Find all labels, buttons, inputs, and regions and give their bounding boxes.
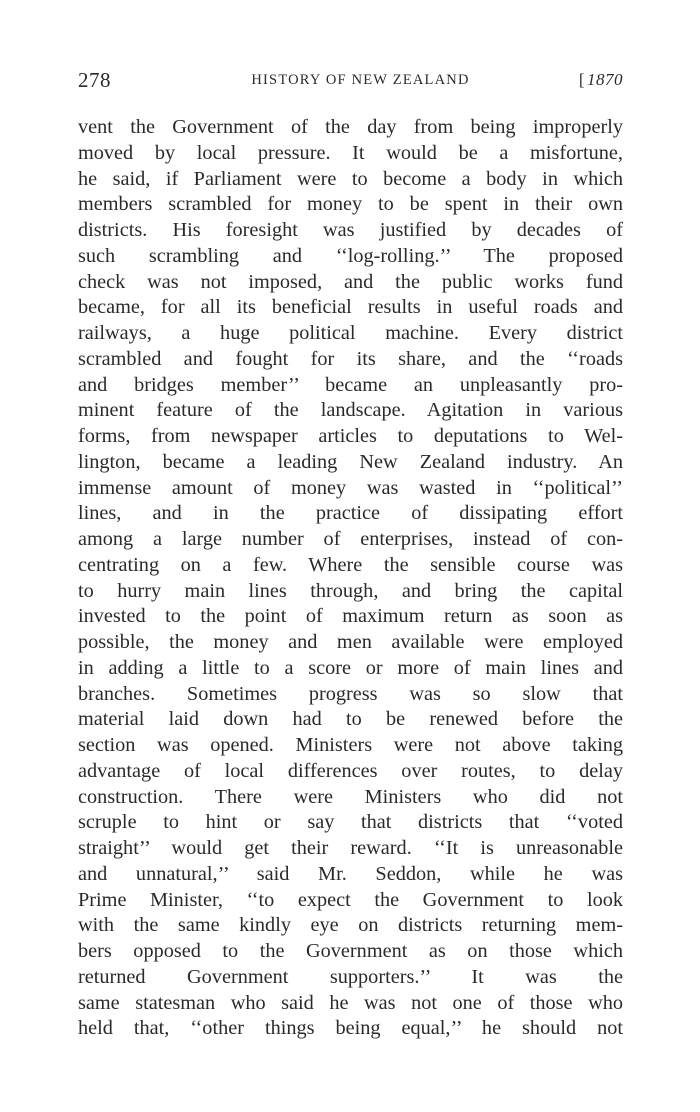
text-line: construction. There were Ministers who did not <box>78 785 623 808</box>
text-line: among a large number of enterprises, instead of con- <box>78 528 623 550</box>
text-line: such scrambling and ‘‘log-rolling.’’ The proposed <box>78 244 623 267</box>
text-line: vent the Government of the day from being improperly <box>78 116 623 138</box>
running-head <box>78 68 623 98</box>
text-line: check was not imposed, and the public works fund <box>78 270 623 293</box>
text-line: same statesman who said he was not one of those who <box>78 991 623 1014</box>
text-line: with the same kindly eye on districts returning mem- <box>78 914 623 937</box>
text-line: straight’’ would get their reward. ‘‘It is unreasonable <box>78 837 623 859</box>
text-line: scruple to hint or say that districts that ‘‘voted <box>78 811 623 834</box>
text-line: bers opposed to the Government as on those which <box>78 940 623 962</box>
text-line: to hurry main lines through, and bring the capital <box>78 579 623 602</box>
text-line: minent feature of the landscape. Agitation in various <box>78 399 623 422</box>
text-line: centrating on a few. Where the sensible course was <box>78 553 623 576</box>
text-line: members scrambled for money to be spent in their own <box>78 193 623 216</box>
page-number: 278 <box>78 68 111 92</box>
running-year <box>579 70 623 90</box>
text-line: he said, if Parliament were to become a body in which <box>78 167 623 190</box>
text-line: invested to the point of maximum return as soon as <box>78 605 623 628</box>
text-line: returned Government supporters.’’ It was the <box>78 965 623 988</box>
year-text: 1870 <box>587 70 623 89</box>
text-line: advantage of local differences over routes, to delay <box>78 759 623 782</box>
text-line: branches. Sometimes progress was so slow that <box>78 682 623 705</box>
text-line: section was opened. Ministers were not above taking <box>78 734 623 756</box>
text-line: districts. His foresight was justified by decades of <box>78 219 623 241</box>
text-line: immense amount of money was wasted in ‘‘political’’ <box>78 476 623 499</box>
text-line: became, for all its beneficial results in useful roads and <box>78 296 623 319</box>
text-line: lington, became a leading New Zealand industry. An <box>78 450 623 473</box>
text-line: held that, ‘‘other things being equal,’’ he should not <box>78 1017 623 1040</box>
text-line: lines, and in the practice of dissipating effort <box>78 502 623 525</box>
text-line: Prime Minister, ‘‘to expect the Government to look <box>78 888 623 911</box>
running-title: HISTORY OF NEW ZEALAND <box>251 72 470 88</box>
text-line: moved by local pressure. It would be a misfortune, <box>78 141 623 164</box>
year-bracket: [ <box>578 70 585 89</box>
text-line: possible, the money and men available were employed <box>78 631 623 653</box>
text-line: forms, from newspaper articles to deputations to Wel- <box>78 425 623 447</box>
text-line: railways, a huge political machine. Every district <box>78 322 623 344</box>
text-line: in adding a little to a score or more of main lines and <box>78 656 623 679</box>
text-line: and bridges member’’ became an unpleasantly pro- <box>78 373 623 396</box>
text-line: scrambled and fought for its share, and the ‘‘roads <box>78 347 623 370</box>
body-text <box>78 115 623 1042</box>
text-line: and unnatural,’’ said Mr. Seddon, while he was <box>78 862 623 885</box>
text-line: material laid down had to be renewed before the <box>78 708 623 731</box>
